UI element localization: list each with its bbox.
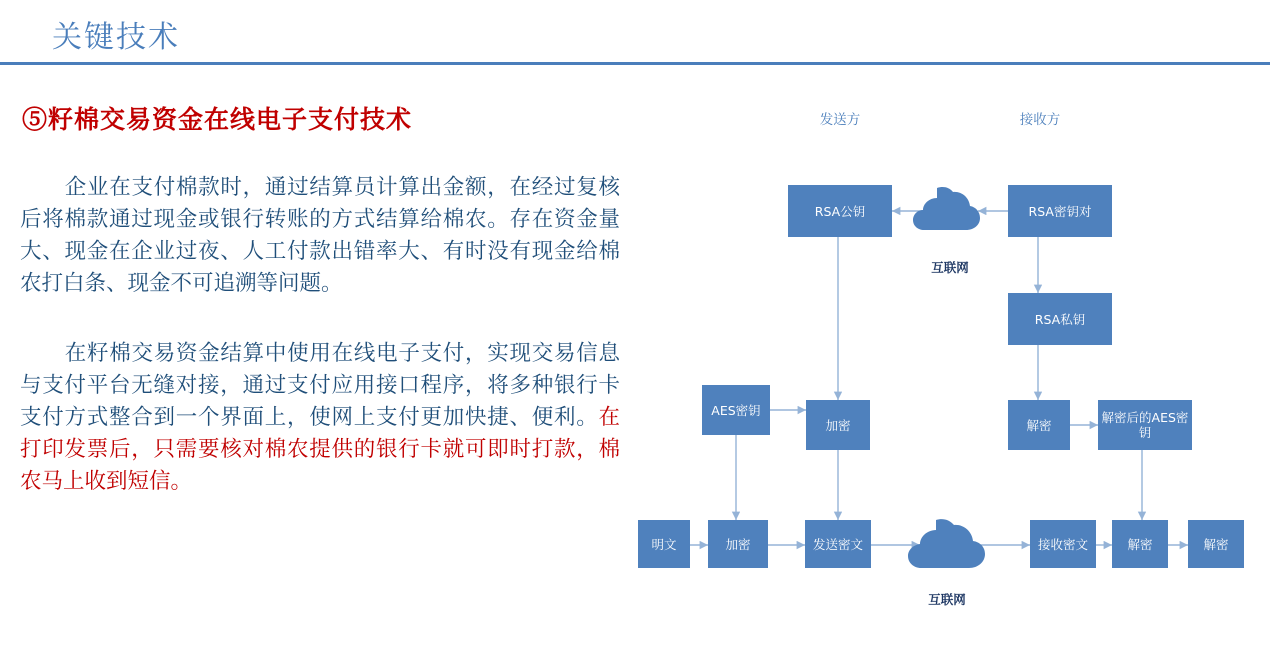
paragraph-solution-highlight: 在打印发票后，只需要核对棉农提供的银行卡就可即时打款，棉农马上收到短信。 xyxy=(20,405,620,494)
node-encrypt-middle[interactable]: 加密 xyxy=(806,400,870,450)
node-rsa-public-key[interactable]: RSA公钥 xyxy=(788,185,892,237)
section-title: ⑤籽棉交易资金在线电子支付技术 xyxy=(22,105,413,134)
encryption-flow-diagram xyxy=(630,80,1260,620)
paragraph-overview xyxy=(20,172,620,300)
header-divider xyxy=(0,62,1270,65)
node-rsa-key-pair[interactable]: RSA密钥对 xyxy=(1008,185,1112,237)
node-decrypt-bottom-1[interactable]: 解密 xyxy=(1112,520,1168,568)
node-decrypted-aes-key[interactable]: 解密后的AES密钥 xyxy=(1098,400,1192,450)
paragraph-solution-text: 在籽棉交易资金结算中使用在线电子支付，实现交易信息与支付平台无缝对接，通过支付应用接口程序，将多种银行卡支付方式整合到一个界面上，使网上支付更加快捷、便利。 xyxy=(20,341,620,430)
node-encrypt-bottom[interactable]: 加密 xyxy=(708,520,768,568)
internet-label-bottom: 互联网 xyxy=(928,592,966,607)
sender-label: 发送方 xyxy=(819,112,861,128)
node-plaintext[interactable]: 明文 xyxy=(638,520,690,568)
node-send-ciphertext[interactable]: 发送密文 xyxy=(805,520,871,568)
cloud-shapes xyxy=(908,187,985,568)
node-decrypt-right[interactable]: 解密 xyxy=(1008,400,1070,450)
node-decrypt-bottom-2[interactable]: 解密 xyxy=(1188,520,1244,568)
receiver-label: 接收方 xyxy=(1019,112,1061,128)
node-aes-key[interactable]: AES密钥 xyxy=(702,385,770,435)
paragraph-solution xyxy=(20,338,620,498)
internet-label-top: 互联网 xyxy=(931,260,969,275)
paragraph-overview-text: 企业在支付棉款时，通过结算员计算出金额，在经过复核后将棉款通过现金或银行转账的方式结算给棉农。存在资金量大、现金在企业过夜、人工付款出错率大、有时没有现金给棉农打白条、现金不可追溯等问题。 xyxy=(20,175,620,296)
node-receive-ciphertext[interactable]: 接收密文 xyxy=(1030,520,1096,568)
node-rsa-private-key[interactable]: RSA私钥 xyxy=(1008,293,1112,345)
page-title: 关键技术 xyxy=(52,20,180,55)
